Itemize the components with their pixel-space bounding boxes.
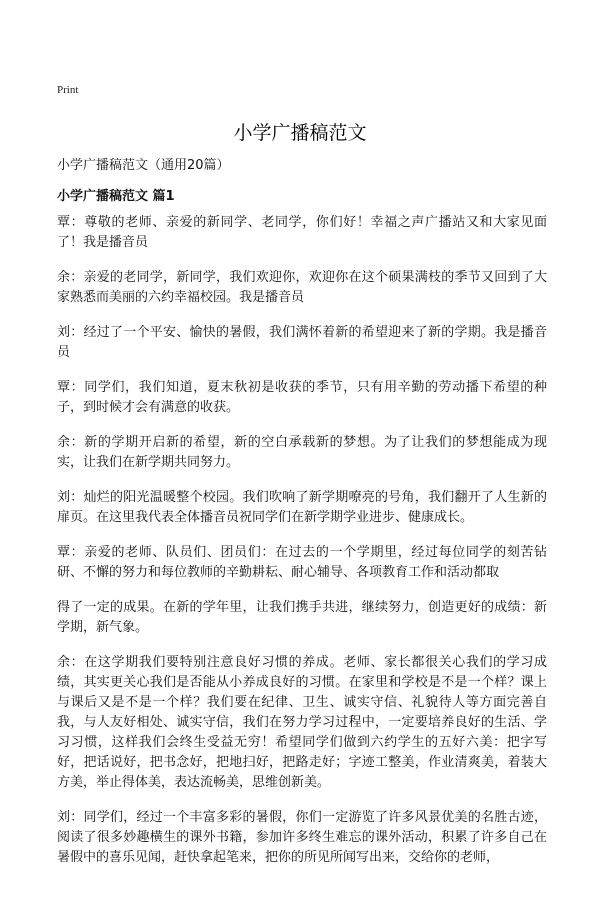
section-heading: 小学广播稿范文 篇1 [57,189,175,204]
print-label: Print [57,84,79,96]
paragraph: 得了一定的成果。在新的学年里，让我们携手共进，继续努力，创造更好的成绩：新学期，新气象。 [57,600,547,635]
article-body [57,213,547,883]
paragraph: 刘：灿烂的阳光温暖整个校园。我们吹响了新学期嘹亮的号角，我们翻开了人生新的扉页。在这里我代表全体播音员祝同学们在新学期学业进步、健康成长。 [57,490,547,525]
paragraph: 刘：经过了一个平安、愉快的暑假，我们满怀着新的希望迎来了新的学期。我是播音员 [57,325,547,360]
paragraph: 覃：尊敬的老师、亲爱的新同学、老同学，你们好！幸福之声广播站又和大家见面了！我是播音员 [57,215,547,250]
paragraph: 余：新的学期开启新的希望，新的空白承载新的梦想。为了让我们的梦想能成为现实，让我们在新学期共同努力。 [57,435,547,470]
paragraph: 刘：同学们，经过一个丰富多彩的暑假，你们一定游览了许多风景优美的名胜古迹，阅读了很多妙趣横生的课外书籍，参加许多终生难忘的课外活动，积累了许多自己在暑假中的喜乐见闻，赶快拿起笔来，把你的所见所闻写出来，交给你的老师， [57,810,547,865]
document-subtitle: 小学广播稿范文（通用20篇） [57,158,230,173]
paragraph: 覃：亲爱的老师、队员们、团员们：在过去的一个学期里，经过每位同学的刻苦钻研、不懈的努力和每位教师的辛勤耕耘、耐心辅导、各项教育工作和活动都取 [57,545,547,580]
document-title: 小学广播稿范文 [233,122,367,144]
paragraph: 余：在这学期我们要特别注意良好习惯的养成。老师、家长都很关心我们的学习成绩，其实更关心我们是否能从小养成良好的习惯。在家里和学校是不是一个样？课上与课后又是不是一个样？我们要在纪律、卫生、诚实守信、礼貌待人等方面完善自我，与人友好相处、诚实守信，我们在努力学习过程中，一定要培养良好的生活、学习习惯，这样我们会终生受益无穷！希望同学们做到六约学生的五好六美：把字写好，把话说好，把书念好，把地扫好，把路走好；字迹工整美，作业清爽美，着装大方美，举止得体美，表达流畅美，思维创新美。 [57,655,547,790]
paragraph: 覃：同学们，我们知道，夏末秋初是收获的季节，只有用辛勤的劳动播下希望的种子，到时候才会有满意的收获。 [57,380,547,415]
paragraph: 余：亲爱的老同学，新同学，我们欢迎你，欢迎你在这个硕果满枝的季节又回到了大家熟悉而美丽的六约幸福校园。我是播音员 [57,270,547,305]
